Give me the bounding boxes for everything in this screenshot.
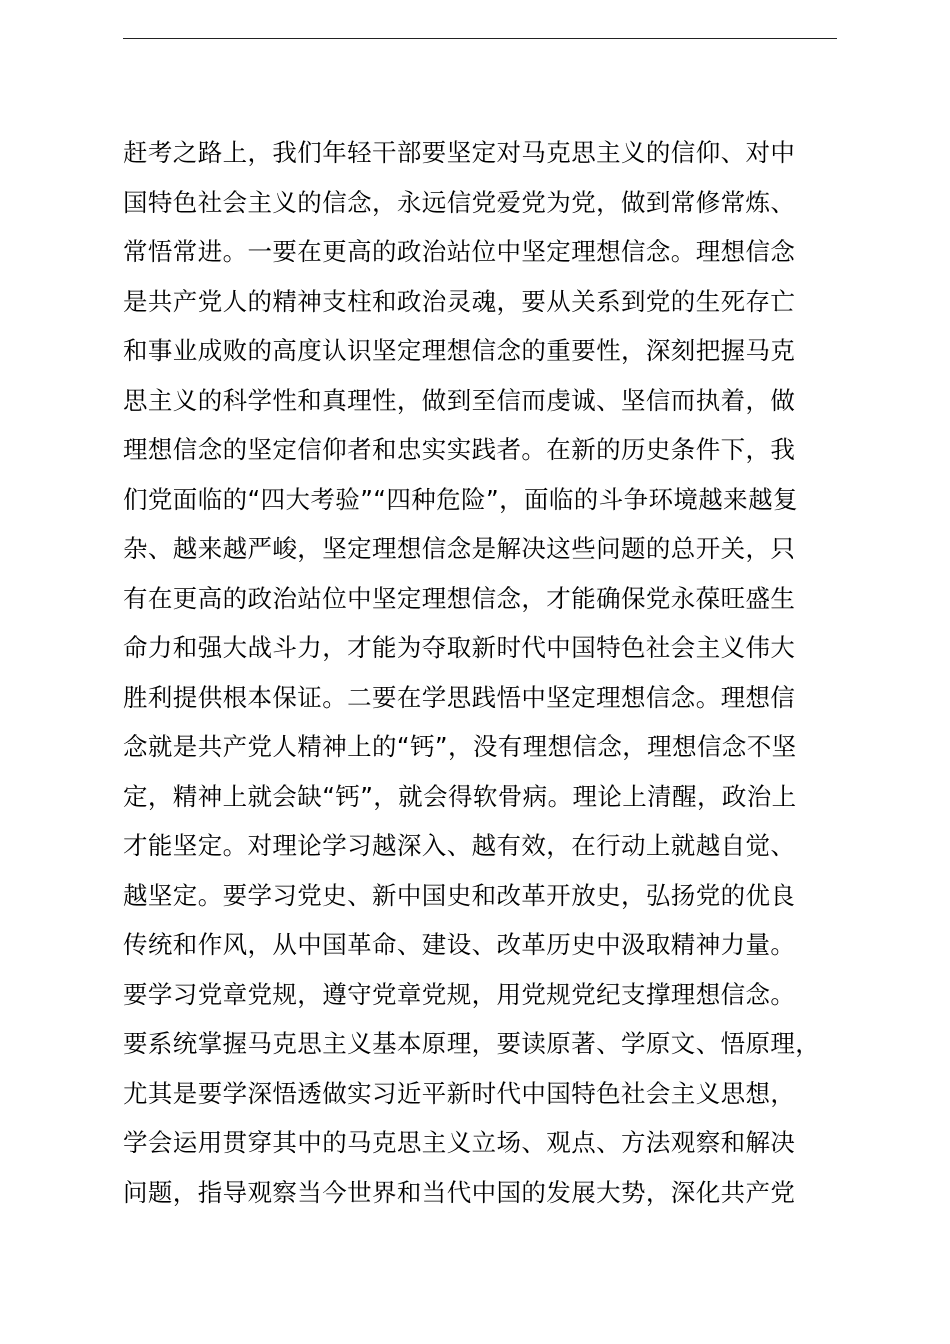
text-line: 才能坚定。对理论学习越深入、越有效，在行动上就越自觉、 — [123, 831, 796, 860]
body-text — [123, 128, 883, 1217]
text-line: 有在更高的政治站位中坚定理想信念，才能确保党永葆旺盛生 — [123, 583, 796, 613]
text-line: 传统和作风，从中国革命、建设、改革历史中汲取精神力量。 — [123, 930, 796, 959]
text-line: 念就是共产党人精神上的“钙”，没有理想信念，理想信念不坚 — [123, 732, 797, 761]
text-line: 尤其是要学深悟透做实习近平新时代中国特色社会主义思想， — [123, 1078, 796, 1108]
text-line: 是共产党人的精神支柱和政治灵魂，要从关系到党的生死存亡 — [123, 286, 796, 316]
text-line: 命力和强大战斗力，才能为夺取新时代中国特色社会主义伟大 — [123, 633, 796, 662]
text-line: 常悟常进。一要在更高的政治站位中坚定理想信念。理想信念 — [123, 237, 796, 266]
text-line: 越坚定。要学习党史、新中国史和改革开放史，弘扬党的优良 — [123, 880, 796, 910]
text-line: 赶考之路上，我们年轻干部要坚定对马克思主义的信仰、对中 — [123, 138, 796, 167]
text-line: 和事业成败的高度认识坚定理想信念的重要性，深刻把握马克 — [123, 336, 796, 365]
text-line: 思主义的科学性和真理性，做到至信而虔诚、坚信而执着，做 — [123, 385, 796, 415]
text-line: 学会运用贯穿其中的马克思主义立场、观点、方法观察和解决 — [123, 1128, 796, 1157]
text-line: 定，精神上就会缺“钙”，就会得软骨病。理论上清醒，政治上 — [123, 781, 797, 811]
text-line: 们党面临的“四大考验”“四种危险”，面临的斗争环境越来越复 — [123, 484, 798, 514]
text-line: 理想信念的坚定信仰者和忠实实践者。在新的历史条件下，我 — [123, 435, 796, 464]
text-line: 要学习党章党规，遵守党章党规，用党规党纪支撑理想信念。 — [123, 979, 796, 1009]
text-line: 要系统掌握马克思主义基本原理，要读原著、学原文、悟原理， — [123, 1029, 821, 1058]
text-line: 问题，指导观察当今世界和当代中国的发展大势，深化共产党 — [123, 1177, 796, 1207]
text-line: 国特色社会主义的信念，永远信党爱党为党，做到常修常炼、 — [123, 187, 796, 217]
header-rule — [123, 38, 837, 39]
text-line: 胜利提供根本保证。二要在学思践悟中坚定理想信念。理想信 — [123, 682, 796, 712]
text-line: 杂、越来越严峻，坚定理想信念是解决这些问题的总开关，只 — [123, 534, 796, 563]
